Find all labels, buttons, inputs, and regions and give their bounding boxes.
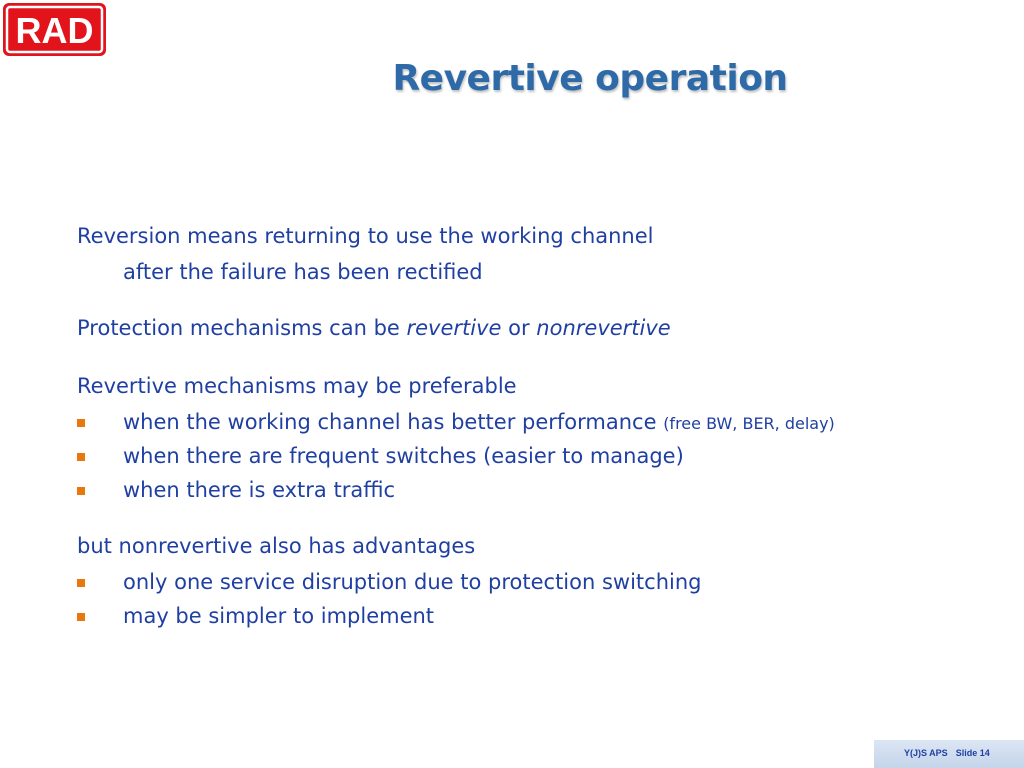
slide-title: Revertive operation (392, 58, 788, 99)
square-bullet-icon (77, 419, 85, 427)
paragraph-reversion-continuation: after the failure has been rectified (123, 260, 483, 284)
svg-text:RAD: RAD (15, 10, 94, 51)
paragraph-nonrevertive-advantages: but nonrevertive also has advantages (77, 534, 476, 558)
square-bullet-icon (77, 579, 85, 587)
footer-label: Y(J)S APS (904, 748, 948, 758)
protection-or: or (501, 316, 537, 340)
list-item-note: (free BW, BER, delay) (663, 414, 835, 433)
paragraph-reversion: Reversion means returning to use the working channel (77, 224, 654, 248)
paragraph-protection (77, 316, 671, 340)
protection-prefix: Protection mechanisms can be (77, 316, 407, 340)
paragraph-revertive-preferable: Revertive mechanisms may be preferable (77, 374, 517, 398)
list-item-text: when the working channel has better performance (123, 410, 664, 434)
slide-number: Slide 14 (955, 748, 990, 758)
list-item-text: when there are frequent switches (easier to manage) (123, 444, 684, 468)
term-revertive: revertive (406, 316, 502, 340)
slide-footer (874, 740, 1024, 768)
square-bullet-icon (77, 453, 85, 461)
square-bullet-icon (77, 487, 85, 495)
rad-logo (2, 2, 107, 57)
term-nonrevertive: nonrevertive (536, 316, 671, 340)
list-item-text: only one service disruption due to protection switching (123, 570, 702, 594)
list-item-text: may be simpler to implement (123, 604, 435, 628)
list-item-text: when there is extra traffic (123, 478, 396, 502)
square-bullet-icon (77, 613, 85, 621)
